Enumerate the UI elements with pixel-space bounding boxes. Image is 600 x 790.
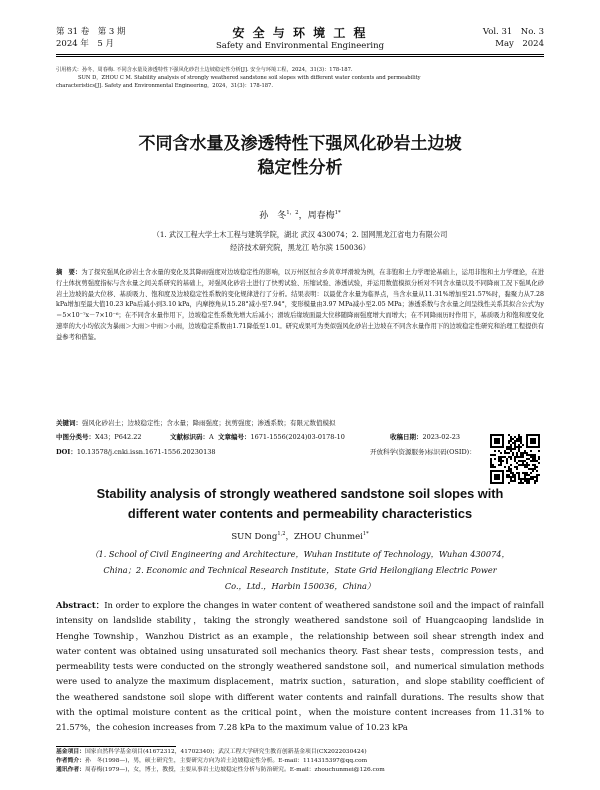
keywords-cn-label: 关键词： bbox=[56, 419, 82, 427]
corresponding-note bbox=[56, 766, 544, 775]
abstract-cn bbox=[56, 268, 544, 344]
citation-line-en-1: SUN D，ZHOU C M. Stability analysis of strongly weathered sandstone soil slopes with different water contents and permeability bbox=[78, 75, 421, 81]
affiliation-cn-line-1: （1. 武汉工程大学土木工程与建筑学院，湖北 武汉 430074；2. 国网黑龙江省电力有限公司 bbox=[152, 230, 448, 239]
volume-issue-en: Vol. 31 No. 3 bbox=[482, 27, 544, 37]
article-number-label: 文章编号： bbox=[218, 433, 251, 441]
author-note bbox=[56, 757, 544, 766]
osid-qr-code[interactable] bbox=[488, 432, 542, 486]
doi bbox=[56, 447, 215, 458]
footnote-rule bbox=[56, 746, 176, 747]
doi-label: DOI： bbox=[56, 448, 77, 456]
affiliation-en-line-1: （1. School of Civil Engineering and Architecture，Wuhan Institute of Technology，Wuhan 430074， bbox=[90, 549, 510, 559]
journal-name bbox=[200, 26, 400, 52]
citation-format bbox=[56, 66, 544, 90]
abstract-cn-text: 为了探究强风化砂岩土含水量的变化及其降雨强度对边坡稳定性的影响，以万州区恒合乡黄草坪滑坡为例，在非饱和土力学理论基础上，运用非饱和土力学理论，在进行土体抗剪强度指标与含水量之间关系研究的基础上，对强风化砂岩土进行了快剪试验、压缩试验、渗透试验，并运用数值模拟分析对不同含水量以及不同降雨工况下强风化砂岩土边坡的最大位移、基质吸力、饱和度及边坡稳定性系数的变化规律进行了分析。结果表明：以最优含水量为临界点，当含水量从11.31%增加至21.57%时，黏聚力从7.28 kPa增加至最大值10.23 kPa后减小到3.10 kPa，内摩擦角从15.28°减小至7.94°，变形模量由3.97 MPa减小至2.05 MPa；渗透系数与含水量之间呈线性关系其拟合公式为y＝5×10⁻⁷x－7×10⁻⁶；在不同含水量作用下，边坡稳定性系数先增大后减小；滑坡后缘坡面最大位移随降雨强度增大而增大；在不同降雨历时作用下，基质吸力和饱和度变化速率的大小均依次为暴雨＞大雨＞中雨＞小雨，边坡稳定系数由1.71降低至1.01。研究成果可为类似强风化砂岩土边坡在不同含水量作用下的边坡稳定性研究和治理工程提供有益参考和借鉴。 bbox=[56, 269, 545, 341]
issue-info bbox=[56, 26, 126, 50]
clc-label: 中图分类号： bbox=[56, 433, 95, 441]
title-cn bbox=[56, 132, 544, 180]
affiliation-en bbox=[80, 546, 520, 594]
abstract-en-text: In order to explore the changes in water content of weathered sandstone soil and the impact of rainfall intensity on landslide stability，taking the strongly weathered sandstone soil of Huangcaoping landslide in Henghe Township，Wanzhou District as an example，the relationship between soil shear strength index and water content was obtained using unsaturated soil mechanics theory. Fast shear tests，compression tests，and permeability tests were conducted on the strongly weathered sandstone soil，and numerical simulation methods were used to analyze the maximum displacement，matrix suction，saturation，and slope stability coefficient of the weathered sandstone soil slope with different water contents and rainfall durations. The results show that with the optimal moisture content as the critical point，when the moisture content increases from 11.31% to 21.57%，the cohesion increases from 7.28 kPa to the maximum value of 10.23 kPa bbox=[56, 600, 544, 733]
doi-value: 10.13578/j.cnki.issn.1671-1556.20230138 bbox=[76, 448, 216, 456]
received-label: 收稿日期： bbox=[390, 433, 423, 441]
title-en bbox=[56, 484, 544, 524]
keywords-cn-text: 强风化砂岩土；边坡稳定性；含水量；降雨强度；抗剪强度；渗透系数；有限元数值模拟 bbox=[82, 419, 336, 427]
title-en-line-2: different water contents and permeability characteristics bbox=[127, 506, 473, 521]
affil-mark-en-2: 1* bbox=[362, 531, 369, 538]
journal-name-en: Safety and Environmental Engineering bbox=[215, 41, 385, 51]
authors-en bbox=[56, 530, 544, 542]
author-sun-cn: 孙 冬 bbox=[259, 211, 287, 221]
date-cn: 2024 年 5 月 bbox=[56, 39, 114, 49]
date-en: May 2024 bbox=[495, 39, 544, 49]
affiliation-en-line-2: China；2. Economic and Technical Research Institute，State Grid Heilongjiang Electric Power bbox=[103, 565, 497, 575]
article-number bbox=[218, 432, 345, 443]
title-en-line-1: Stability analysis of strongly weathered sandstone soil slopes with bbox=[96, 486, 504, 501]
received-date bbox=[390, 432, 460, 443]
osid-label: 开放科学(资源服务)标识码(OSID)： bbox=[370, 448, 476, 456]
abstract-en bbox=[56, 598, 544, 736]
abstract-cn-label: 摘 要： bbox=[56, 269, 82, 276]
authors-cn bbox=[56, 208, 544, 221]
corresponding-label: 通讯作者： bbox=[56, 767, 85, 773]
author-note-label: 作者简介： bbox=[56, 758, 85, 764]
affiliation-en-line-3: Co.，Ltd.，Harbin 150036，China） bbox=[224, 581, 376, 591]
keywords-cn bbox=[56, 418, 396, 429]
citation-line-en-2: characteristics[J]. Safety and Environmental Engineering，2024，31(3)：178-187. bbox=[56, 83, 273, 89]
footnotes bbox=[56, 748, 544, 775]
abstract-en-label: Abstract： bbox=[56, 600, 105, 610]
citation-line-cn: 引用格式：孙冬，周春梅. 不同含水量及渗透特性下强风化砂岩土边坡稳定性分析[J]. 安全与环境工程，2024，31(3)：178-187. bbox=[56, 67, 353, 73]
affiliation-cn bbox=[56, 228, 544, 254]
fund-label: 基金项目： bbox=[56, 749, 85, 755]
volume-issue-cn: 第 31 卷 第 3 期 bbox=[56, 27, 126, 37]
corresponding-text: 周春梅(1979—)，女，博士，教授，主要从事岩土边坡稳定性分析与防治研究。E-mail：zhouchunmei@126.com bbox=[85, 767, 385, 773]
affiliation-cn-line-2: 经济技术研究院，黑龙江 哈尔滨 150036） bbox=[230, 243, 370, 252]
author-separator-cn: ，周春梅 bbox=[298, 211, 335, 221]
author-note-text: 孙 冬(1998—)，男，硕士研究生，主要研究方向为岩土边坡稳定性分析。E-mail：1114315397@qq.com bbox=[85, 758, 368, 764]
affil-mark-2: 1* bbox=[334, 210, 341, 216]
fund-text: 国家自然科学基金项目(41672312，41702340)；武汉工程大学研究生教育创新基金项目(CX2022030424) bbox=[85, 749, 367, 755]
clc-value: X43；P642.22 bbox=[95, 433, 142, 441]
doc-code-label: 文献标识码： bbox=[170, 433, 209, 441]
title-cn-line-2: 稳定性分析 bbox=[257, 158, 343, 178]
author-sun-en: SUN Dong bbox=[231, 532, 278, 542]
header-rule bbox=[56, 54, 544, 55]
affil-mark-1: 1，2 bbox=[286, 210, 299, 216]
header-rule-2 bbox=[56, 56, 544, 57]
article-number-value: 1671-1556(2024)03-0178-10 bbox=[250, 433, 345, 441]
issue-info-en bbox=[483, 26, 544, 50]
title-cn-line-1: 不同含水量及渗透特性下强风化砂岩土边坡 bbox=[138, 134, 462, 154]
fund-note bbox=[56, 748, 544, 757]
author-separator-en: ，ZHOU Chunmei bbox=[285, 532, 363, 542]
affil-mark-en-1: 1,2 bbox=[277, 531, 286, 538]
received-value: 2023-02-23 bbox=[422, 433, 460, 441]
journal-name-cn: 安 全 与 环 境 工 程 bbox=[232, 26, 368, 40]
clc-number bbox=[56, 432, 142, 443]
doc-code bbox=[170, 432, 214, 443]
doc-code-value: A bbox=[209, 433, 214, 441]
